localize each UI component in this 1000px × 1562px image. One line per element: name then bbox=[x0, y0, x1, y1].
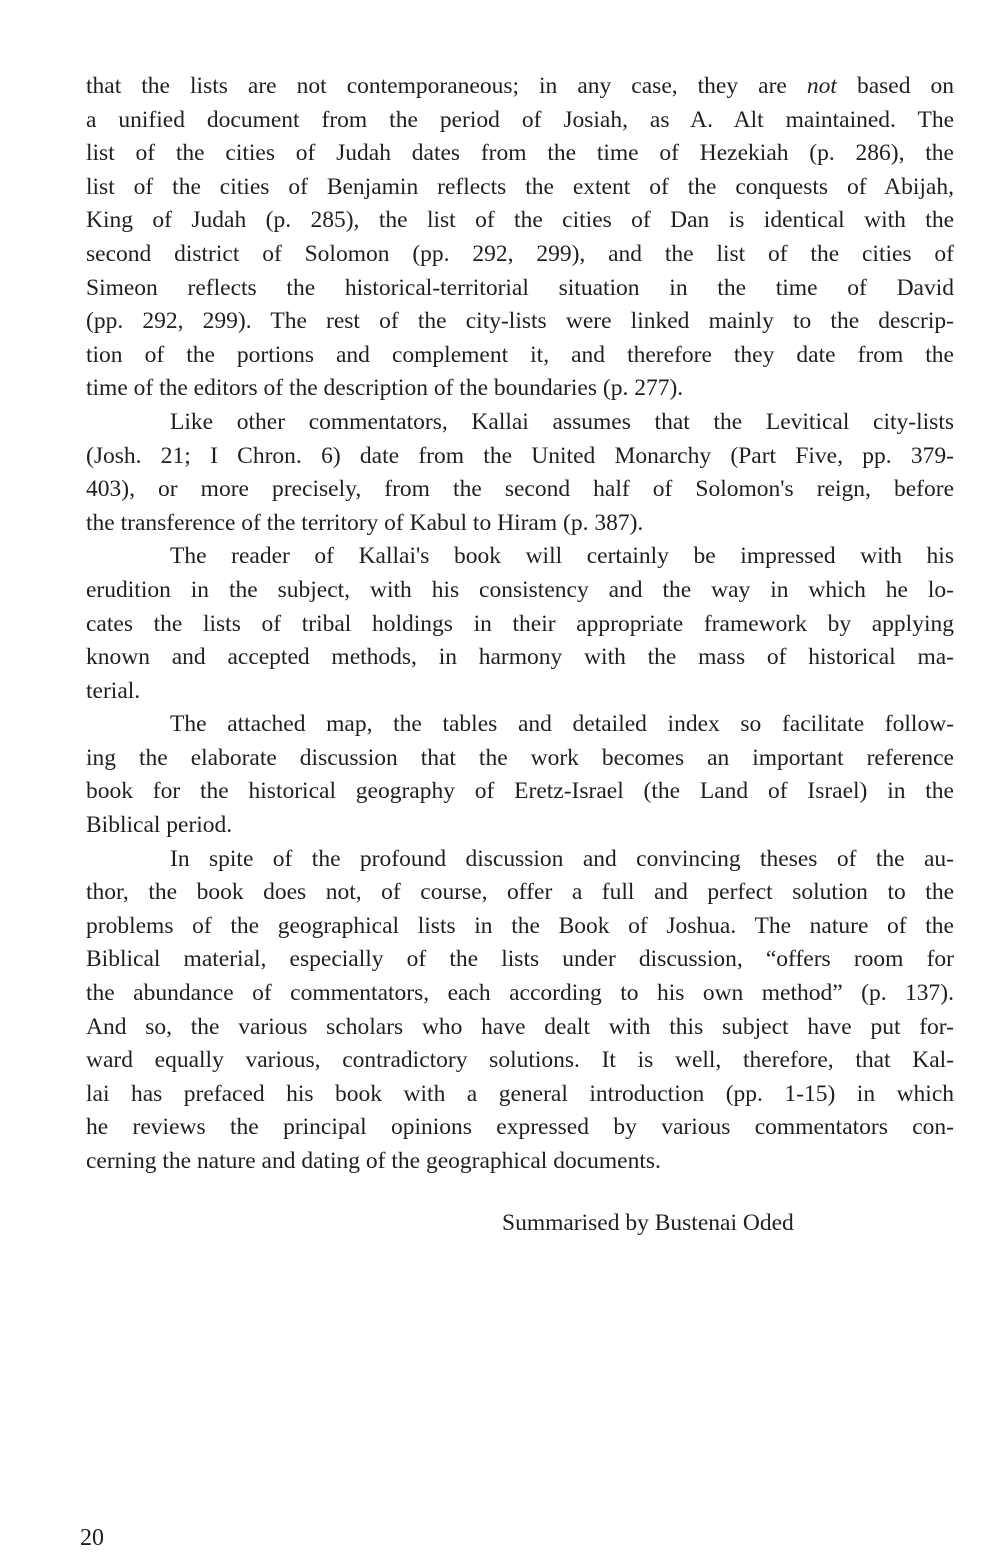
text-line: thor, the book does not, of course, offer a full and perfect solution to the bbox=[86, 879, 954, 906]
text-line: Simeon reflects the historical-territorial situation in the time of David bbox=[86, 274, 954, 301]
text-line: (pp. 292, 299). The rest of the city-lists were linked mainly to the descrip- bbox=[86, 308, 954, 335]
body-text bbox=[86, 70, 954, 1179]
text-line: The attached map, the tables and detailed index so facilitate follow- bbox=[170, 711, 954, 738]
paragraph-1 bbox=[86, 70, 954, 406]
text-line: second district of Solomon (pp. 292, 299), and the list of the cities of bbox=[86, 240, 954, 267]
text-line: tion of the portions and complement it, and therefore they date from the bbox=[86, 341, 954, 368]
text-line: Like other commentators, Kallai assumes that the Levitical city-lists bbox=[170, 408, 954, 435]
text-line: ward equally various, contradictory solutions. It is well, therefore, that Kal- bbox=[86, 1047, 954, 1074]
paragraph-2 bbox=[86, 406, 954, 540]
paragraph-5 bbox=[86, 843, 954, 1179]
text-line: In spite of the profound discussion and convincing theses of the au- bbox=[170, 845, 954, 872]
text-line: (Josh. 21; I Chron. 6) date from the United Monarchy (Part Five, pp. 379- bbox=[86, 442, 954, 469]
text-line: And so, the various scholars who have dealt with this subject have put for- bbox=[86, 1013, 954, 1040]
summary-attribution: Summarised by Bustenai Oded bbox=[502, 1210, 794, 1236]
text-line: book for the historical geography of Eretz-Israel (the Land of Israel) in the bbox=[86, 778, 954, 805]
text-line: Biblical material, especially of the lists under discussion, “offers room for bbox=[86, 946, 954, 973]
text-line: terial. bbox=[86, 677, 141, 704]
text-line: King of Judah (p. 285), the list of the cities of Dan is identical with the bbox=[86, 207, 954, 234]
emphasis-not: not bbox=[806, 73, 837, 99]
text-line: list of the cities of Judah dates from the time of Hezekiah (p. 286), the bbox=[86, 140, 954, 167]
text-line: ing the elaborate discussion that the work becomes an important reference bbox=[86, 744, 954, 771]
text-line: problems of the geographical lists in the Book of Joshua. The nature of the bbox=[86, 912, 954, 939]
text-line: The reader of Kallai's book will certainly be impressed with his bbox=[170, 543, 954, 570]
text-line: cates the lists of tribal holdings in their appropriate framework by applying bbox=[86, 610, 954, 637]
text-line: Biblical period. bbox=[86, 812, 233, 839]
page-number: 20 bbox=[80, 1525, 104, 1551]
text-line: a unified document from the period of Josiah, as A. Alt maintained. The bbox=[86, 106, 954, 133]
text-line: erudition in the subject, with his consistency and the way in which he lo- bbox=[86, 576, 954, 603]
paragraph-3 bbox=[86, 540, 954, 708]
text-line: time of the editors of the description of the boundaries (p. 277). bbox=[86, 375, 684, 402]
text-line: the abundance of commentators, each according to his own method” (p. 137). bbox=[86, 980, 954, 1007]
text-line: that the lists are not contemporaneous; in any case, they are not based on bbox=[86, 73, 954, 99]
text-line: the transference of the territory of Kabul to Hiram (p. 387). bbox=[86, 509, 644, 536]
paragraph-4 bbox=[86, 708, 954, 842]
text-line: he reviews the principal opinions expressed by various commentators con- bbox=[86, 1114, 954, 1141]
text-line: list of the cities of Benjamin reflects the extent of the conquests of Abijah, bbox=[86, 173, 954, 200]
text-line: cerning the nature and dating of the geographical documents. bbox=[86, 1148, 661, 1174]
text-line: 403), or more precisely, from the second half of Solomon's reign, before bbox=[86, 476, 954, 503]
text-line: known and accepted methods, in harmony with the mass of historical ma- bbox=[86, 644, 954, 671]
text-line: lai has prefaced his book with a general introduction (pp. 1-15) in which bbox=[86, 1080, 954, 1107]
